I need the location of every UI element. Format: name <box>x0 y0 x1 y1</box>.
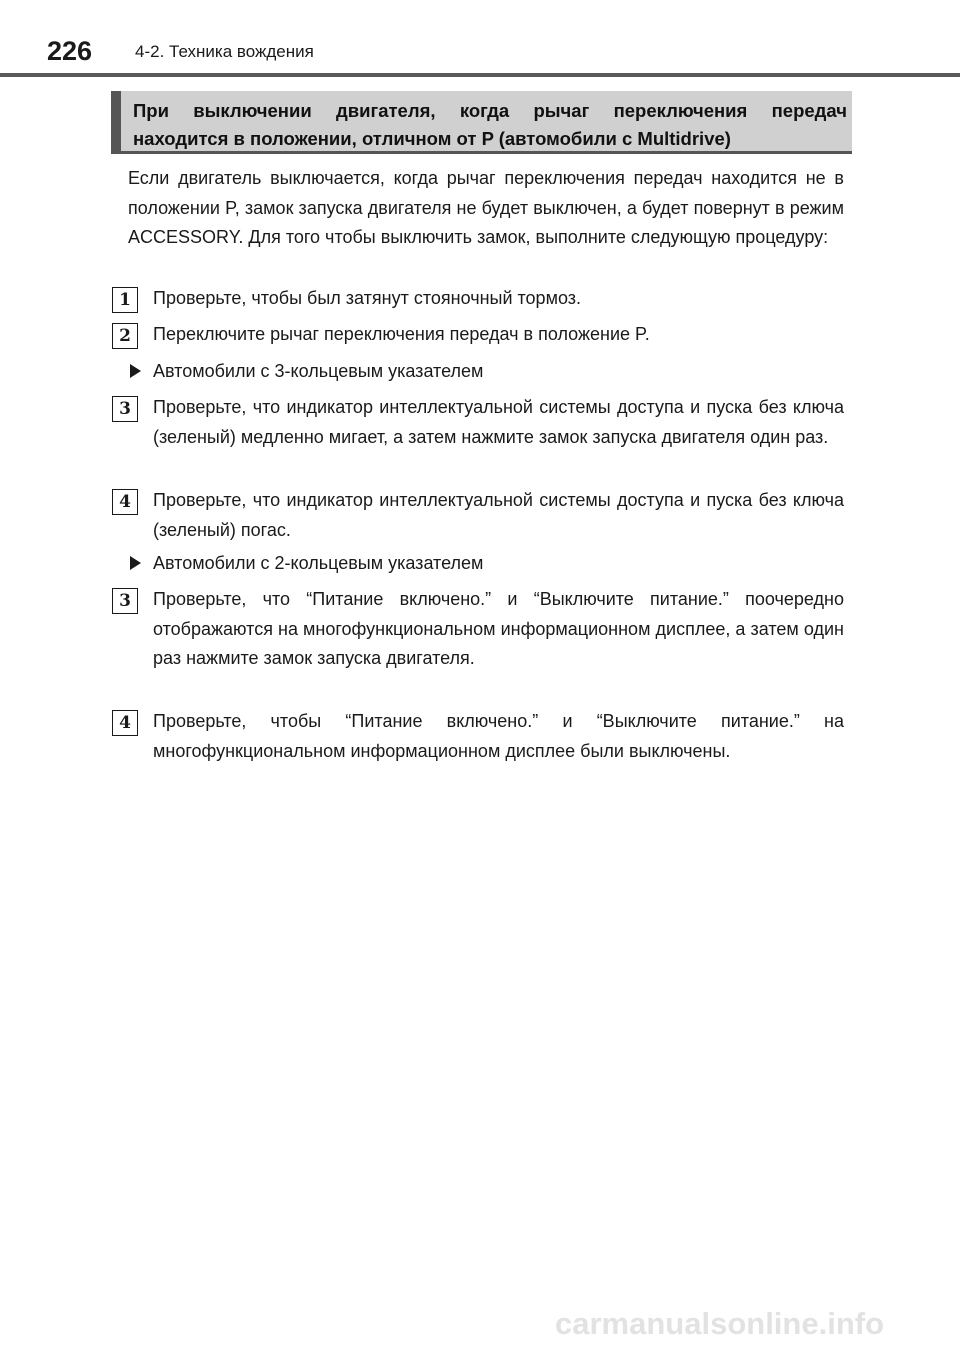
step-text: Проверьте, что индикатор интеллектуальной системы доступа и пуска без ключа (зеленый) погас. <box>153 490 844 540</box>
step-text: Проверьте, что “Питание включено.” и “Выключите питание.” поочередно отображаются на многофункциональном информационном дисплее, а затем один раз нажмите замок запуска двигателя. <box>153 589 844 668</box>
page-header <box>0 0 960 80</box>
subheading-text: Автомобили с 3-кольцевым указателем <box>153 361 484 381</box>
step-number-badge: 3 <box>112 396 138 422</box>
page-number: 226 <box>47 36 93 66</box>
step-text: Проверьте, чтобы “Питание включено.” и “Выключите питание.” на многофункциональном информационном дисплее были выключены. <box>153 711 844 761</box>
step-text: Переключите рычаг переключения передач в положение P. <box>153 324 650 344</box>
watermark: carmanualsonline.info <box>555 1306 885 1341</box>
step-number-badge: 2 <box>112 323 138 349</box>
triangle-bullet-icon <box>130 364 141 378</box>
step-number-badge: 4 <box>112 710 138 736</box>
section-title: 4-2. Техника вождения <box>135 42 314 61</box>
subheading-3-ring <box>130 357 483 387</box>
subheading-2-ring <box>130 549 483 579</box>
heading-line-2: находится в положении, отличном от P (автомобили с Multidrive) <box>133 128 731 149</box>
triangle-bullet-icon <box>130 556 141 570</box>
step-number-badge: 3 <box>112 588 138 614</box>
section-heading-text <box>133 97 847 153</box>
step-text: Проверьте, чтобы был затянут стояночный тормоз. <box>153 288 582 308</box>
header-rule <box>0 73 960 77</box>
subheading-text: Автомобили с 2-кольцевым указателем <box>153 553 484 573</box>
heading-line-1: При выключении двигателя, когда рычаг переключения передач <box>133 100 847 121</box>
step-number-badge: 1 <box>112 287 138 313</box>
intro-paragraph: Если двигатель выключается, когда рычаг переключения передач находится не в положении P, замок запуска двигателя не будет выключен, а будет повернут в режим ACCESSORY. Для того чтобы выключить замок, выполните следующую процедуру: <box>128 168 844 247</box>
section-heading <box>111 91 852 154</box>
step-number-badge: 4 <box>112 489 138 515</box>
step-text: Проверьте, что индикатор интеллектуальной системы доступа и пуска без ключа (зеленый) медленно мигает, а затем нажмите замок запуска двигателя один раз. <box>153 397 844 447</box>
